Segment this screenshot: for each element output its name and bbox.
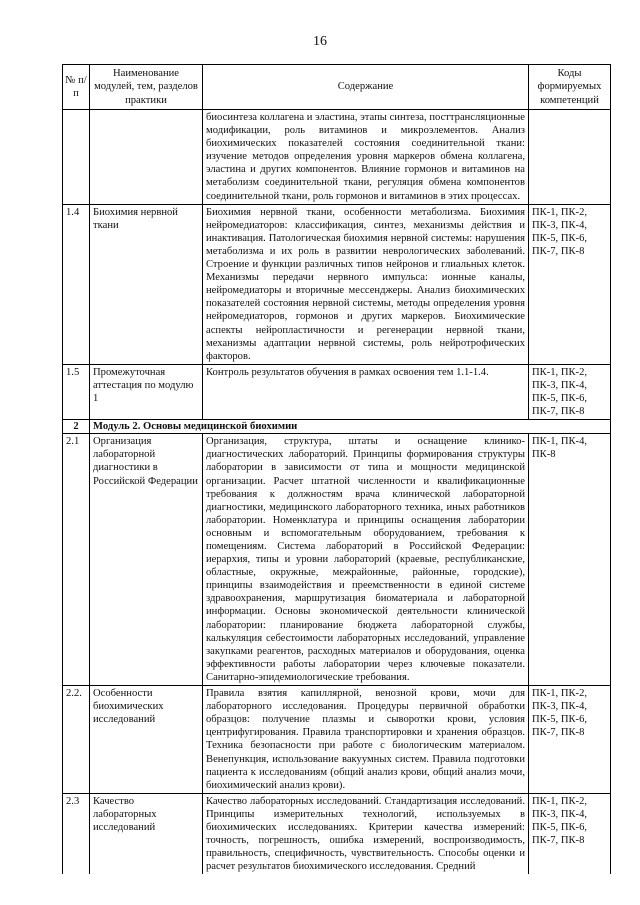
row-content: Качество лабораторных исследований. Стандартизация исследований. Принципы измерительных технологий, используемых в биохимических исследованиях. Критерии качества измерений: точность, погрешность, ошибка измерений, воспроизводимость, правильность, специфичность, чувствительность. Способы оценки и расчет результатов биохимического исследования. Средний	[203, 793, 529, 874]
header-codes: Коды формируемых компетенций	[529, 65, 611, 110]
row-content: биосинтеза коллагена и эластина, этапы синтеза, посттрансляционные модификации, роль витаминов и микроэлементов. Анализ биохимических показателей состояния соединительной ткани: изучение методов определения уровня маркеров обмена коллагена, эластина и других компонентов. Влияние гормонов и витаминов на метаболизм соединительной ткани, регуляция обмена компонентов соединительной ткани, роль гормонов и витаминов в этих процессах.	[203, 110, 529, 205]
table-header-row	[63, 65, 611, 110]
curriculum-table	[62, 64, 611, 874]
page-number: 16	[313, 34, 327, 49]
row-num: 2.1	[63, 434, 90, 686]
row-num: 2.2.	[63, 686, 90, 794]
row-content: Правила взятия капиллярной, венозной крови, мочи для лабораторного исследования. Процедуры первичной обработки образцов: получение плазмы и сыворотки крови, условия центрифугирования. Правила транспортировки и хранения образцов. Техника безопасности при работе с биологическим материалом. Венепункция, использование вакуумных систем. Правила подготовки пациента к исследованиям (общий анализ крови, общий анализ мочи, биохимический анализ крови).	[203, 686, 529, 794]
row-codes	[529, 110, 611, 205]
row-title: Биохимия нервной ткани	[90, 204, 203, 364]
row-codes: ПК-1, ПК-2, ПК-3, ПК-4, ПК-5, ПК-6, ПК-7, ПК-8	[529, 204, 611, 364]
header-name: Наименование модулей, тем, разделов практики	[90, 65, 203, 110]
row-title	[90, 110, 203, 205]
row-codes: ПК-1, ПК-2, ПК-3, ПК-4, ПК-5, ПК-6, ПК-7, ПК-8	[529, 686, 611, 794]
header-content: Содержание	[203, 65, 529, 110]
row-num: 1.4	[63, 204, 90, 364]
row-content: Биохимия нервной ткани, особенности метаболизма. Биохимия нейромедиаторов: классификация, синтез, механизмы действия и инактивация. Патологическая биохимия нервной системы: нарушения метаболизма и их роль в развитии неврологических заболеваний. Строение и функции различных типов нейронов и глиальных клеток. Механизмы передачи нервного импульса: ионные каналы, нейромедиаторы и вторичные мессенджеры. Анализ биохимических показателей состояния нервной системы, методы определения уровня нейромедиаторов, гормонов и других маркеров. Биохимические аспекты нейропластичности и регенерации нервной ткани, механизмы адаптации нервной системы, роль нейротрофических факторов.	[203, 204, 529, 364]
table-row	[63, 204, 611, 364]
module-title: Модуль 2. Основы медицинской биохимии	[90, 420, 611, 434]
row-content: Организация, структура, штаты и оснащение клинико-диагностических лабораторий. Принципы формирования структуры лаборатории в зависимости от типа и мощности медицинской организации. Расчет штатной численности и квалификационные требования к должностям врача клинической лабораторной диагностики, медицинского лабораторного техника, иных работников лаборатории. Номенклатура и принципы оснащения лаборатории основным и вспомогательным оборудованием, требования к помещениям. Система лабораторий в Российской Федерации: иерархия, типы и уровни лабораторий (краевые, республиканские, областные, окружные, межрайонные, районные, городские), принципы взаимодействия и преемственности в единой системе здравоохранения, маршрутизация биоматериала и лабораторной информации. Основы экономической деятельности клинической лаборатории: планирование бюджета лабораторной службы, калькуляция себестоимости лабораторных исследований, управление закупками реагентов, расходных материалов и оборудования, оценка эффективности работы лаборатории через ключевые показатели. Санитарно-эпидемиологические требования.	[203, 434, 529, 686]
row-codes: ПК-1, ПК-4, ПК-8	[529, 434, 611, 686]
row-codes: ПК-1, ПК-2, ПК-3, ПК-4, ПК-5, ПК-6, ПК-7, ПК-8	[529, 364, 611, 419]
row-title: Качество лабораторных исследований	[90, 793, 203, 874]
module-header-row	[63, 420, 611, 434]
row-title: Организация лабораторной диагностики в Российской Федерации	[90, 434, 203, 686]
row-num	[63, 110, 90, 205]
module-num: 2	[63, 420, 90, 434]
table-row	[63, 434, 611, 686]
table-row	[63, 110, 611, 205]
table-row	[63, 686, 611, 794]
row-title: Промежуточная аттестация по модулю 1	[90, 364, 203, 419]
row-content: Контроль результатов обучения в рамках освоения тем 1.1-1.4.	[203, 364, 529, 419]
row-codes: ПК-1, ПК-2, ПК-3, ПК-4, ПК-5, ПК-6, ПК-7, ПК-8	[529, 793, 611, 874]
row-num: 2.3	[63, 793, 90, 874]
header-num: № п/п	[63, 65, 90, 110]
table-row	[63, 364, 611, 419]
table-row	[63, 793, 611, 874]
row-title: Особенности биохимических исследований	[90, 686, 203, 794]
row-num: 1.5	[63, 364, 90, 419]
